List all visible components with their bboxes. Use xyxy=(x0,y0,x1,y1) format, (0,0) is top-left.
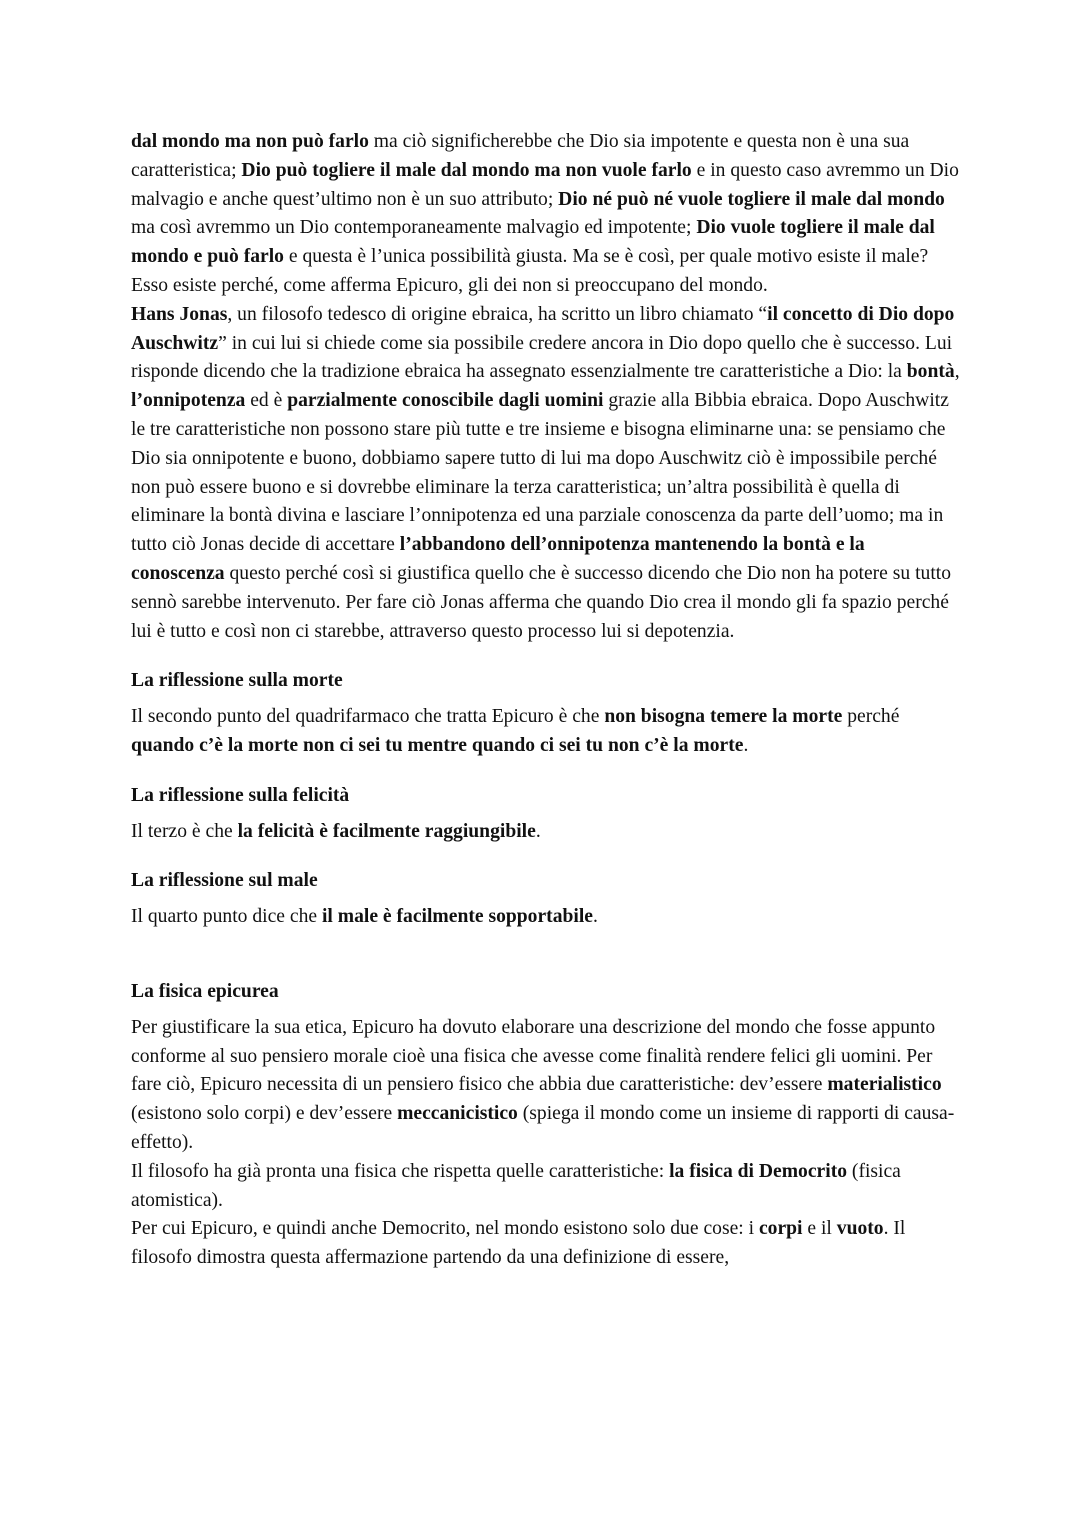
bold-text: Hans Jonas xyxy=(131,303,228,325)
fisica-paragraph-1 xyxy=(131,1014,961,1158)
text-run: e in questo caso avremmo un Dio malvagio e anche quest’ultimo non è un suo attributo; xyxy=(131,159,959,210)
text-run: Il filosofo ha già pronta una fisica che rispetta quelle caratteristiche: xyxy=(131,1160,670,1182)
fisica-paragraph-3 xyxy=(131,1215,961,1273)
bold-text: la fisica di Democrito xyxy=(669,1160,848,1182)
text-run: Per giustificare la sua etica, Epicuro ha dovuto elaborare una descrizione del mondo che fosse appunto conforme al suo pensiero morale cioè una fisica che avesse come finalità rendere felici gli uomini. Per fare ciò, Epicuro necessita di un pensiero fisico che abbia due caratteristiche: dev’essere xyxy=(131,1016,936,1096)
text-run: (fisica atomistica). xyxy=(131,1160,901,1211)
bold-text: l’abbandono dell’onnipotenza mantenendo la bontà e la conoscenza xyxy=(131,534,865,584)
felicita-paragraph xyxy=(131,818,961,847)
text-run: ma così avremmo un Dio contemporaneamente malvagio ed impotente; xyxy=(131,217,697,239)
section-heading-morte: La riflessione sulla morte xyxy=(131,670,343,692)
text-run: grazie alla Bibbia ebraica. Dopo Auschwitz le tre caratteristiche non possono stare più tutte e tre insieme e bisogna eliminarne una: se pensiamo che Dio sia onnipotente e buono, dobbiamo sapere tutto di lui ma dopo Auschwitz ciò è impossibile perché non può essere buono e si dovrebbe eliminare la terza caratteristica; un’altra possibilità è quella di eliminare la bontà divina e lasciare l’onnipotenza ed una parziale conoscenza da parte dell’uomo; ma in tutto ciò Jonas decide di accettare xyxy=(131,390,949,556)
bold-text: il male è facilmente sopportabile xyxy=(321,906,593,928)
text-run: (spiega il mondo come un insieme di rapporti di causa-effetto). xyxy=(131,1103,955,1153)
bold-text: materialistico xyxy=(827,1074,942,1096)
text-run: . xyxy=(592,906,598,928)
text-run: . xyxy=(743,734,749,756)
text-run: , un filosofo tedesco di origine ebraica, ha scritto un libro chiamato “ xyxy=(227,303,768,325)
text-run: ma ciò significherebbe che Dio sia impotente e questa non è una sua caratteristica; xyxy=(131,131,910,181)
bold-text: l’onnipotenza xyxy=(131,390,246,412)
document-page xyxy=(131,128,961,1273)
text-run: questo perché così si giustifica quello che è successo dicendo che Dio non ha potere su tutto sennò sarebbe intervenuto. Per fare ciò Jonas afferma che quando Dio crea il mondo gli fa spazio perché lui è tutto e così non ci starebbe, attraverso questo processo lui si depotenzia. xyxy=(131,562,952,642)
bold-text: bontà xyxy=(906,361,955,383)
text-run: e questa è l’unica possibilità giusta. Ma se è così, per quale motivo esiste il male? Esso esiste perché, come afferma Epicuro, gli dei non si preoccupano del mondo. xyxy=(131,246,929,296)
text-run: . Il filosofo dimostra questa affermazione partendo da una definizione di essere, xyxy=(131,1218,906,1269)
bold-text: Dio può togliere il male dal mondo ma non vuole farlo xyxy=(241,159,692,181)
bold-text: Dio né può né vuole togliere il male dal mondo xyxy=(558,188,945,210)
bold-text: vuoto xyxy=(836,1218,884,1240)
text-run: Per cui Epicuro, e quindi anche Democrito, nel mondo esistono solo due cose: i xyxy=(131,1218,759,1240)
fisica-paragraph-2 xyxy=(131,1158,961,1216)
intro-paragraph-1 xyxy=(131,128,961,301)
section-heading-felicita: La riflessione sulla felicità xyxy=(131,784,350,806)
text-run: Il quarto punto dice che xyxy=(131,906,322,928)
text-run: ” in cui lui si chiede come sia possibile credere ancora in Dio dopo quello che è successo. Lui risponde dicendo che la tradizione ebraica ha assegnato essenzialmente tre caratteristiche a Dio: la xyxy=(131,332,953,383)
bold-text: dal mondo ma non può farlo xyxy=(131,131,369,152)
male-paragraph xyxy=(131,903,961,932)
text-run: ed è xyxy=(245,390,288,412)
intro-paragraph-2 xyxy=(131,301,961,647)
text-run: , xyxy=(954,361,960,383)
bold-text: corpi xyxy=(758,1218,803,1240)
text-run: e il xyxy=(802,1218,837,1240)
text-run: . xyxy=(535,820,541,842)
morte-paragraph xyxy=(131,703,961,761)
text-run: perché xyxy=(842,706,900,728)
bold-text: quando c’è la morte non ci sei tu mentre quando ci sei tu non c’è la morte xyxy=(131,734,744,756)
bold-text: meccanicistico xyxy=(397,1103,518,1125)
section-heading-male: La riflessione sul male xyxy=(131,870,318,892)
bold-text: il concetto di Dio dopo Auschwitz xyxy=(131,303,955,354)
text-run: Il terzo è che xyxy=(131,820,238,842)
bold-text: la felicità è facilmente raggiungibile xyxy=(237,820,536,842)
section-heading-fisica: La fisica epicurea xyxy=(131,980,279,1002)
bold-text: parzialmente conoscibile dagli uomini xyxy=(287,390,604,412)
bold-text: non bisogna temere la morte xyxy=(604,706,843,728)
bold-text: Dio vuole togliere il male dal mondo e può farlo xyxy=(131,217,935,268)
text-run: Il secondo punto del quadrifarmaco che tratta Epicuro è che xyxy=(131,706,605,728)
text-run: (esistono solo corpi) e dev’essere xyxy=(131,1103,398,1125)
